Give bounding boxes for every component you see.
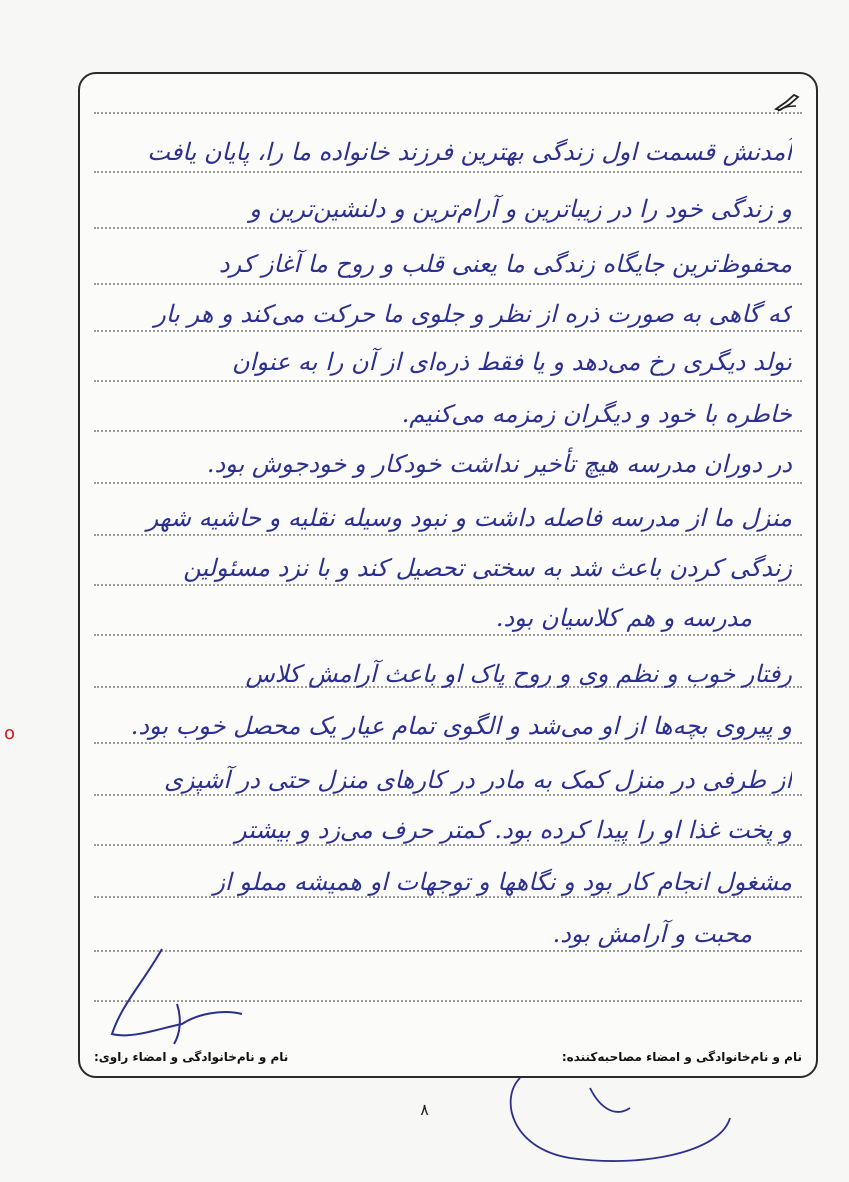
narrator-signature: [102, 944, 252, 1054]
handwritten-line: محفوظ‌ترین جایگاه زندگی ما یعنی قلب و روح ما آغاز کرد: [218, 250, 792, 278]
handwritten-line: مدرسه و هم کلاسیان بود.: [495, 604, 752, 632]
handwritten-line: رفتار خوب و نظم وی و روح پاک او باعث آرامش کلاس: [245, 660, 792, 688]
handwritten-line: زندگی کردن باعث شد به سختی تحصیل کند و با نزد مسئولین: [183, 554, 792, 582]
handwritten-line: و زندگی خود را در زیباترین و آرام‌ترین و دلنشین‌ترین و: [249, 195, 792, 223]
handwritten-line: مشغول انجام کار بود و نگاهها و توجهات او همیشه مملو از: [213, 868, 792, 896]
handwritten-line: محبت و آرامش بود.: [552, 920, 752, 948]
handwritten-line: و پخت غذا او را پیدا کرده بود. کمتر حرف می‌زد و بیشتر: [234, 816, 792, 844]
ruled-line: [94, 112, 802, 114]
handwritten-line: از طرفی در منزل کمک به مادر در کارهای منزل حتی در آشپزی: [164, 766, 792, 794]
handwritten-line: در دوران مدرسه هیچ تأخیر نداشت خودکار و خودجوش بود.: [206, 450, 792, 478]
handwritten-line: منزل ما از مدرسه فاصله داشت و نبود وسیله نقلیه و حاشیه شهر: [146, 504, 792, 532]
handwritten-line: تولد دیگری رخ می‌دهد و یا فقط ذره‌ای از آن را به عنوان: [232, 348, 792, 376]
handwritten-line: و پیروی بچه‌ها از او می‌شد و الگوی تمام عیار یک محصل خوب بود.: [130, 712, 792, 740]
handwritten-line: آمدنش قسمت اول زندگی بهترین فرزند خانواده ما را، پایان یافت: [147, 138, 792, 166]
margin-red-mark: o: [4, 723, 16, 744]
handwritten-line: خاطره با خود و دیگران زمزمه می‌کنیم.: [401, 400, 792, 428]
interview-page-frame: [78, 72, 818, 1078]
interviewer-signature-label: نام و نام‌خانوادگی و امضاء مصاحبه‌کننده:: [561, 1050, 802, 1064]
page-number: ۸: [420, 1100, 429, 1119]
narrator-signature-label: نام و نام‌خانوادگی و امضاء راوی:: [94, 1050, 289, 1064]
handwritten-line: که گاهی به صورت ذره از نظر و جلوی ما حرکت می‌کند و هر بار: [154, 300, 792, 328]
